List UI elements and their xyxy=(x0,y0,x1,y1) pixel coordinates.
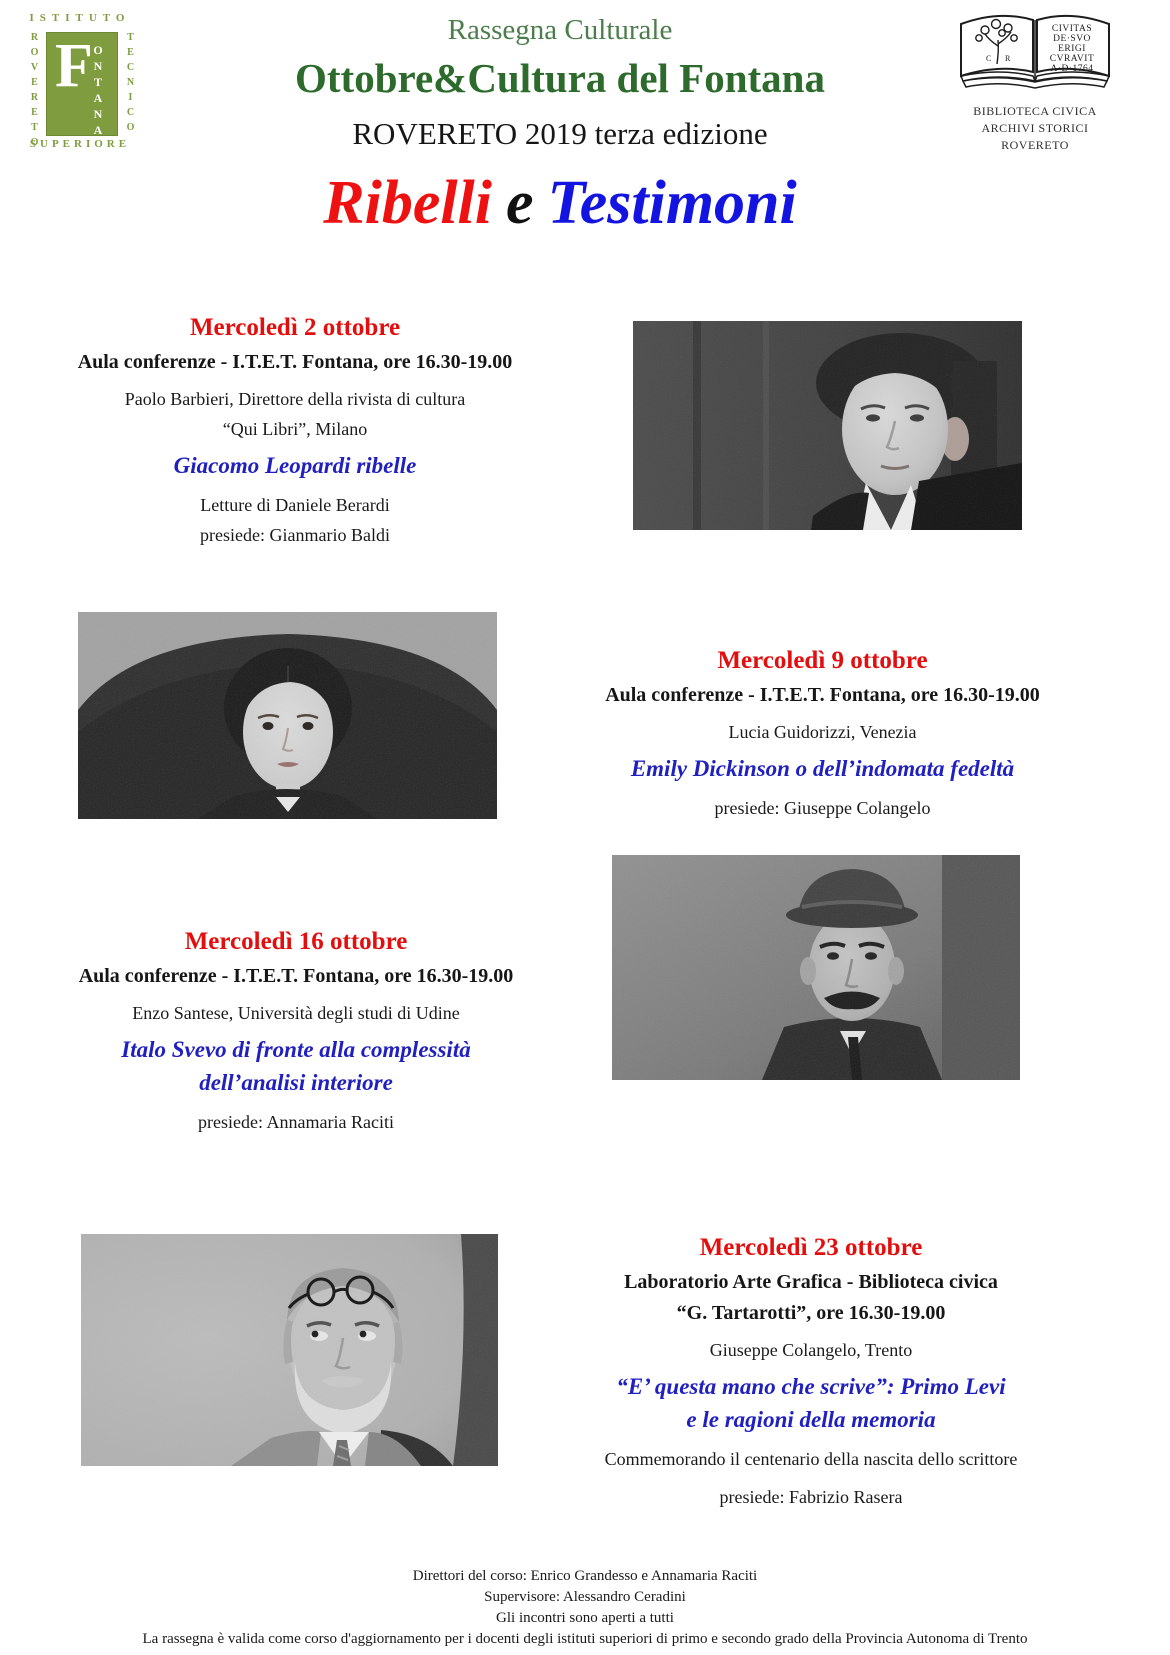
event-venue: Laboratorio Arte Grafica - Biblioteca civica xyxy=(624,1271,998,1293)
event-lecture-title: “E’ questa mano che scrive”: Primo Levi xyxy=(616,1374,1006,1399)
event-chair: presiede: Gianmario Baldi xyxy=(200,525,390,545)
main-title-e: e xyxy=(506,169,534,237)
svg-text:R: R xyxy=(1005,54,1011,63)
event-venue: Aula conferenze - I.T.E.T. Fontana, ore 16.30-19.00 xyxy=(78,965,514,987)
main-title-testimoni: Testimoni xyxy=(547,169,797,237)
event-block-2-ottobre xyxy=(35,312,555,550)
event-venue: Aula conferenze - I.T.E.T. Fontana, ore 16.30-19.00 xyxy=(77,351,513,373)
levi-portrait-photo xyxy=(81,1234,498,1466)
dickinson-portrait-photo xyxy=(78,612,497,819)
event-lecture-title: Italo Svevo di fronte alla complessità xyxy=(121,1037,471,1062)
event-block-23-ottobre xyxy=(565,1232,1057,1512)
poster-footer xyxy=(0,1566,1170,1650)
library-caption-line1: BIBLIOTECA CIVICA xyxy=(973,104,1097,118)
footer-validity: La rassegna è valida come corso d'aggiornamento per i docenti degli istituti superiori di primo e secondo grado della Provincia Autonoma di Trento xyxy=(142,1631,1028,1647)
svg-text:CIVITAS: CIVITAS xyxy=(1051,24,1093,34)
monogram-letter-f: F xyxy=(55,32,93,100)
open-book-icon xyxy=(955,6,1115,102)
svg-text:DE·SVO: DE·SVO xyxy=(1053,34,1091,44)
event-lecture-title: Giacomo Leopardi ribelle xyxy=(173,453,417,478)
svg-text:ERIGI: ERIGI xyxy=(1058,44,1086,54)
edition-line: ROVERETO 2019 terza edizione xyxy=(352,116,768,151)
svg-text:A·D·1764: A·D·1764 xyxy=(1050,64,1094,74)
school-logo-word-top: ISTITUTO xyxy=(29,12,131,24)
library-logo xyxy=(950,6,1120,153)
event-chair: presiede: Annamaria Raciti xyxy=(198,1112,394,1132)
event-chair: presiede: Giuseppe Colangelo xyxy=(714,798,931,818)
event-lecture-title-line2: dell’analisi interiore xyxy=(199,1070,393,1095)
event-venue: Aula conferenze - I.T.E.T. Fontana, ore 16.30-19.00 xyxy=(605,684,1040,706)
school-logo-word-left: ROVERETO xyxy=(29,32,40,152)
event-note: Letture di Daniele Berardi xyxy=(200,495,390,515)
event-note: Commemorando il centenario della nascita dello scrittore xyxy=(604,1449,1018,1469)
kicker-text: Rassegna Culturale xyxy=(447,14,673,46)
event-speaker: Lucia Guidorizzi, Venezia xyxy=(728,722,917,742)
svg-text:CVRAVIT: CVRAVIT xyxy=(1049,54,1095,64)
event-block-16-ottobre xyxy=(38,926,554,1137)
event-date: Mercoledì 16 ottobre xyxy=(184,928,408,955)
school-logo-word-right: TECNICO xyxy=(125,32,136,137)
event-lecture-title-line2: e le ragioni della memoria xyxy=(686,1407,936,1432)
main-title-ribelli: Ribelli xyxy=(323,169,493,237)
footer-supervisor: Supervisore: Alessandro Ceradini xyxy=(484,1589,686,1605)
leopardi-portrait-photo xyxy=(633,321,1022,530)
event-date: Mercoledì 23 ottobre xyxy=(699,1234,923,1261)
poster-header xyxy=(60,0,1060,240)
library-caption-line2: ARCHIVI STORICI xyxy=(981,121,1089,135)
event-date: Mercoledì 9 ottobre xyxy=(717,647,928,674)
event-speaker: Paolo Barbieri, Direttore della rivista di cultura xyxy=(124,389,466,409)
event-speaker: Enzo Santese, Università degli studi di Udine xyxy=(132,1003,460,1023)
footer-open-to-all: Gli incontri sono aperti a tutti xyxy=(496,1610,674,1626)
festival-title: Ottobre&Cultura del Fontana xyxy=(295,55,825,101)
library-caption-line3: ROVERETO xyxy=(1001,138,1069,152)
school-logo-word-bottom: SUPERIORE xyxy=(29,138,131,150)
svg-text:C: C xyxy=(986,54,992,63)
event-lecture-title: Emily Dickinson o dell’indomata fedeltà xyxy=(630,756,1015,781)
footer-directors: Direttori del corso: Enrico Grandesso e Annamaria Raciti xyxy=(412,1568,758,1584)
event-date: Mercoledì 2 ottobre xyxy=(189,314,401,341)
monogram-letters-ontana: ONTANA xyxy=(91,43,105,139)
main-title xyxy=(60,166,1060,240)
event-chair: presiede: Fabrizio Rasera xyxy=(719,1487,903,1507)
event-block-9-ottobre xyxy=(575,645,1070,823)
svevo-portrait-photo xyxy=(612,855,1020,1080)
event-speaker-line2: “Qui Libri”, Milano xyxy=(222,419,368,439)
event-venue-line2: “G. Tartarotti”, ore 16.30-19.00 xyxy=(676,1302,946,1324)
event-speaker: Giuseppe Colangelo, Trento xyxy=(709,1340,913,1360)
